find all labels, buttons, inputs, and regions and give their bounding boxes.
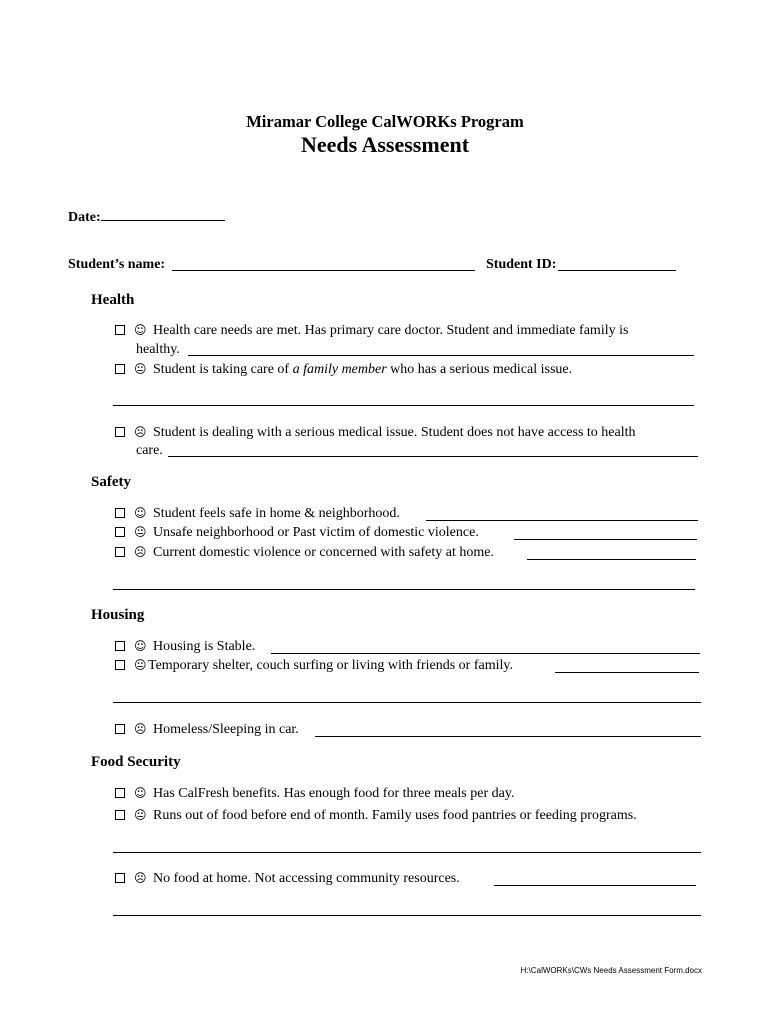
housing-option-2-notes[interactable] [555, 672, 699, 673]
neutral-face-icon: 😐 [134, 525, 147, 539]
housing-option-1-notes[interactable] [271, 653, 700, 654]
safety-option-2-notes[interactable] [514, 539, 697, 540]
happy-face-icon: ☺ [134, 786, 147, 800]
safety-option-3: ☹ Current domestic violence or concerned with safety at home. [115, 545, 494, 561]
student-id-input[interactable] [558, 270, 676, 271]
sad-face-icon: ☹ [134, 871, 147, 885]
food-option-3-notes[interactable] [494, 885, 696, 886]
food-none-checkbox[interactable] [115, 873, 125, 883]
food-heading: Food Security [91, 754, 181, 770]
health-serious-checkbox[interactable] [115, 427, 125, 437]
safety-heading: Safety [91, 474, 131, 490]
housing-option-3: ☹ Homeless/Sleeping in car. [115, 722, 299, 738]
sad-face-icon: ☹ [134, 545, 147, 559]
sad-face-icon: ☹ [134, 425, 147, 439]
sad-face-icon: ☹ [134, 722, 147, 736]
health-option-1-cont: healthy. [136, 342, 180, 357]
safety-unsafe-checkbox[interactable] [115, 527, 125, 537]
housing-option-3-notes[interactable] [315, 736, 701, 737]
health-met-checkbox[interactable] [115, 325, 125, 335]
neutral-face-icon: 😐 [134, 658, 147, 672]
program-name: Miramar College CalWORKs Program [246, 112, 524, 131]
neutral-face-icon: 😐 [134, 808, 147, 822]
happy-face-icon: ☺ [134, 639, 147, 653]
date-input[interactable] [101, 208, 225, 221]
student-name-input[interactable] [172, 270, 475, 271]
housing-homeless-checkbox[interactable] [115, 724, 125, 734]
health-option-2-notes[interactable] [113, 405, 694, 406]
safety-violence-checkbox[interactable] [115, 547, 125, 557]
health-option-3-cont: care. [136, 443, 163, 458]
housing-heading: Housing [91, 607, 145, 623]
health-option-1: ☺ Health care needs are met. Has primary care doctor. Student and immediate family is [115, 323, 628, 339]
safety-option-1-notes[interactable] [426, 520, 698, 521]
safety-option-3-notes[interactable] [527, 559, 696, 560]
health-option-2: 😐 Student is taking care of a family member who has a serious medical issue. [115, 362, 572, 378]
date-field [68, 208, 225, 226]
date-label: Date: [68, 210, 101, 225]
food-calfresh-checkbox[interactable] [115, 788, 125, 798]
neutral-face-icon: 😐 [134, 362, 147, 376]
student-name-label: Student’s name: [68, 257, 166, 272]
food-final-notes[interactable] [113, 915, 701, 916]
health-option-3: ☹ Student is dealing with a serious medical issue. Student does not have access to health [115, 425, 636, 441]
safety-option-2: 😐 Unsafe neighborhood or Past victim of domestic violence. [115, 525, 479, 541]
housing-option-2: 😐Temporary shelter, couch surfing or living with friends or family. [115, 658, 513, 674]
housing-temporary-checkbox[interactable] [115, 660, 125, 670]
food-option-2: 😐 Runs out of food before end of month. Family uses food pantries or feeding programs. [115, 808, 637, 824]
safety-extra-notes[interactable] [113, 589, 695, 590]
page-title: Needs Assessment [300, 132, 470, 157]
health-option-1-notes[interactable] [188, 355, 694, 356]
safety-safe-checkbox[interactable] [115, 508, 125, 518]
food-runs-out-checkbox[interactable] [115, 810, 125, 820]
food-option-3: ☹ No food at home. Not accessing community resources. [115, 871, 460, 887]
happy-face-icon: ☺ [134, 323, 147, 337]
housing-option-1: ☺ Housing is Stable. [115, 639, 255, 655]
file-path-footer: H:\CalWORKs\CWs Needs Assessment Form.docx [520, 966, 702, 975]
student-id-label: Student ID: [486, 257, 557, 272]
housing-extra-notes[interactable] [113, 702, 701, 703]
food-extra-notes[interactable] [113, 852, 701, 853]
health-heading: Health [91, 292, 135, 308]
safety-option-1: ☺ Student feels safe in home & neighborhood. [115, 506, 400, 522]
health-family-checkbox[interactable] [115, 364, 125, 374]
happy-face-icon: ☺ [134, 506, 147, 520]
food-option-1: ☺ Has CalFresh benefits. Has enough food for three meals per day. [115, 786, 514, 802]
housing-stable-checkbox[interactable] [115, 641, 125, 651]
health-option-3-notes[interactable] [168, 456, 698, 457]
